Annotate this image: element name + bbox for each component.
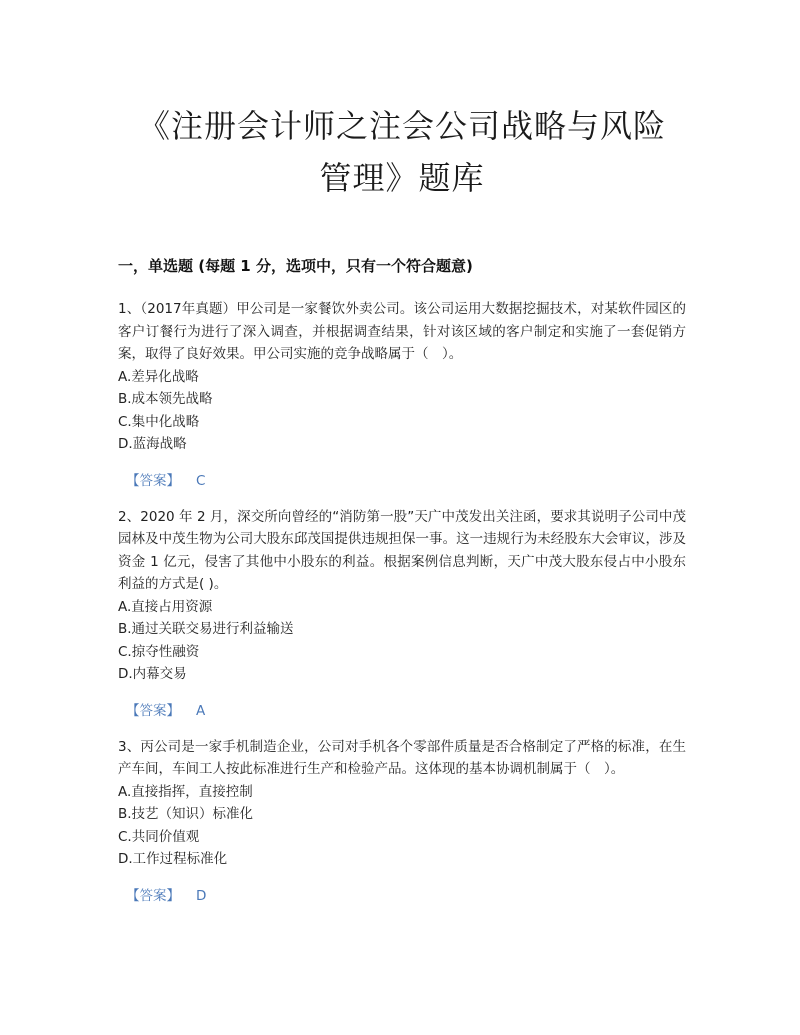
option-b: B.技艺（知识）标准化 xyxy=(118,806,254,822)
section-heading: 一，单选题 (每题 1 分，选项中，只有一个符合题意) xyxy=(118,257,473,275)
question-text: 1、（2017年真题）甲公司是一家餐饮外卖公司。该公司运用大数据挖掘技术，对某软件园区的客户订餐行为进行了深入调查，并根据调查结果，针对该区域的客户制定和实施了一套促销方案，取得了良好效果。甲公司实施的竞争战略属于（ ）。 xyxy=(118,301,686,362)
option-c: C.掠夺性融资 xyxy=(118,643,200,660)
option-list xyxy=(118,366,686,456)
answer-value: A xyxy=(196,702,206,719)
option-b: B.成本领先战略 xyxy=(118,391,213,407)
option-a: A.直接指挥，直接控制 xyxy=(118,783,253,800)
answer-label: 【答案】 xyxy=(126,887,180,904)
answer-row xyxy=(126,470,686,492)
option-d: D.内幕交易 xyxy=(118,666,187,682)
question-3 xyxy=(118,736,686,907)
option-c: C.集中化战略 xyxy=(118,413,200,430)
document-title-line-1: 《注册会计师之注会公司战略与风险 xyxy=(137,107,666,145)
option-a: A.直接占用资源 xyxy=(118,598,213,615)
answer-label: 【答案】 xyxy=(126,702,180,719)
question-text: 2、2020 年 2 月，深交所向曾经的“消防第一股”天广中茂发出关注函，要求其说明子公司中茂园林及中茂生物为公司大股东邱茂国提供违规担保一事。这一违规行为未经股东大会审议，涉及资金 1 亿元，侵害了其他中小股东的利益。根据案例信息判断，天广中茂大股东侵占中小股东利益的方式是( )。 xyxy=(118,508,686,592)
option-list xyxy=(118,596,686,686)
question-2 xyxy=(118,506,686,722)
answer-row xyxy=(126,885,686,907)
option-c: C.共同价值观 xyxy=(118,828,200,845)
question-1 xyxy=(118,298,686,492)
document-title-line-2: 管理》题库 xyxy=(319,159,485,197)
option-a: A.差异化战略 xyxy=(118,368,199,385)
option-list xyxy=(118,781,686,871)
answer-row xyxy=(126,700,686,722)
option-b: B.通过关联交易进行利益输送 xyxy=(118,621,294,637)
option-d: D.蓝海战略 xyxy=(118,436,187,452)
option-d: D.工作过程标准化 xyxy=(118,851,228,867)
document-page xyxy=(118,100,686,921)
answer-value: D xyxy=(196,887,207,904)
document-title xyxy=(118,100,686,204)
answer-label: 【答案】 xyxy=(126,472,180,489)
answer-value: C xyxy=(196,472,206,489)
question-text: 3、丙公司是一家手机制造企业，公司对手机各个零部件质量是否合格制定了严格的标准，在生产车间，车间工人按此标准进行生产和检验产品。这体现的基本协调机制属于（ ）。 xyxy=(118,738,686,777)
